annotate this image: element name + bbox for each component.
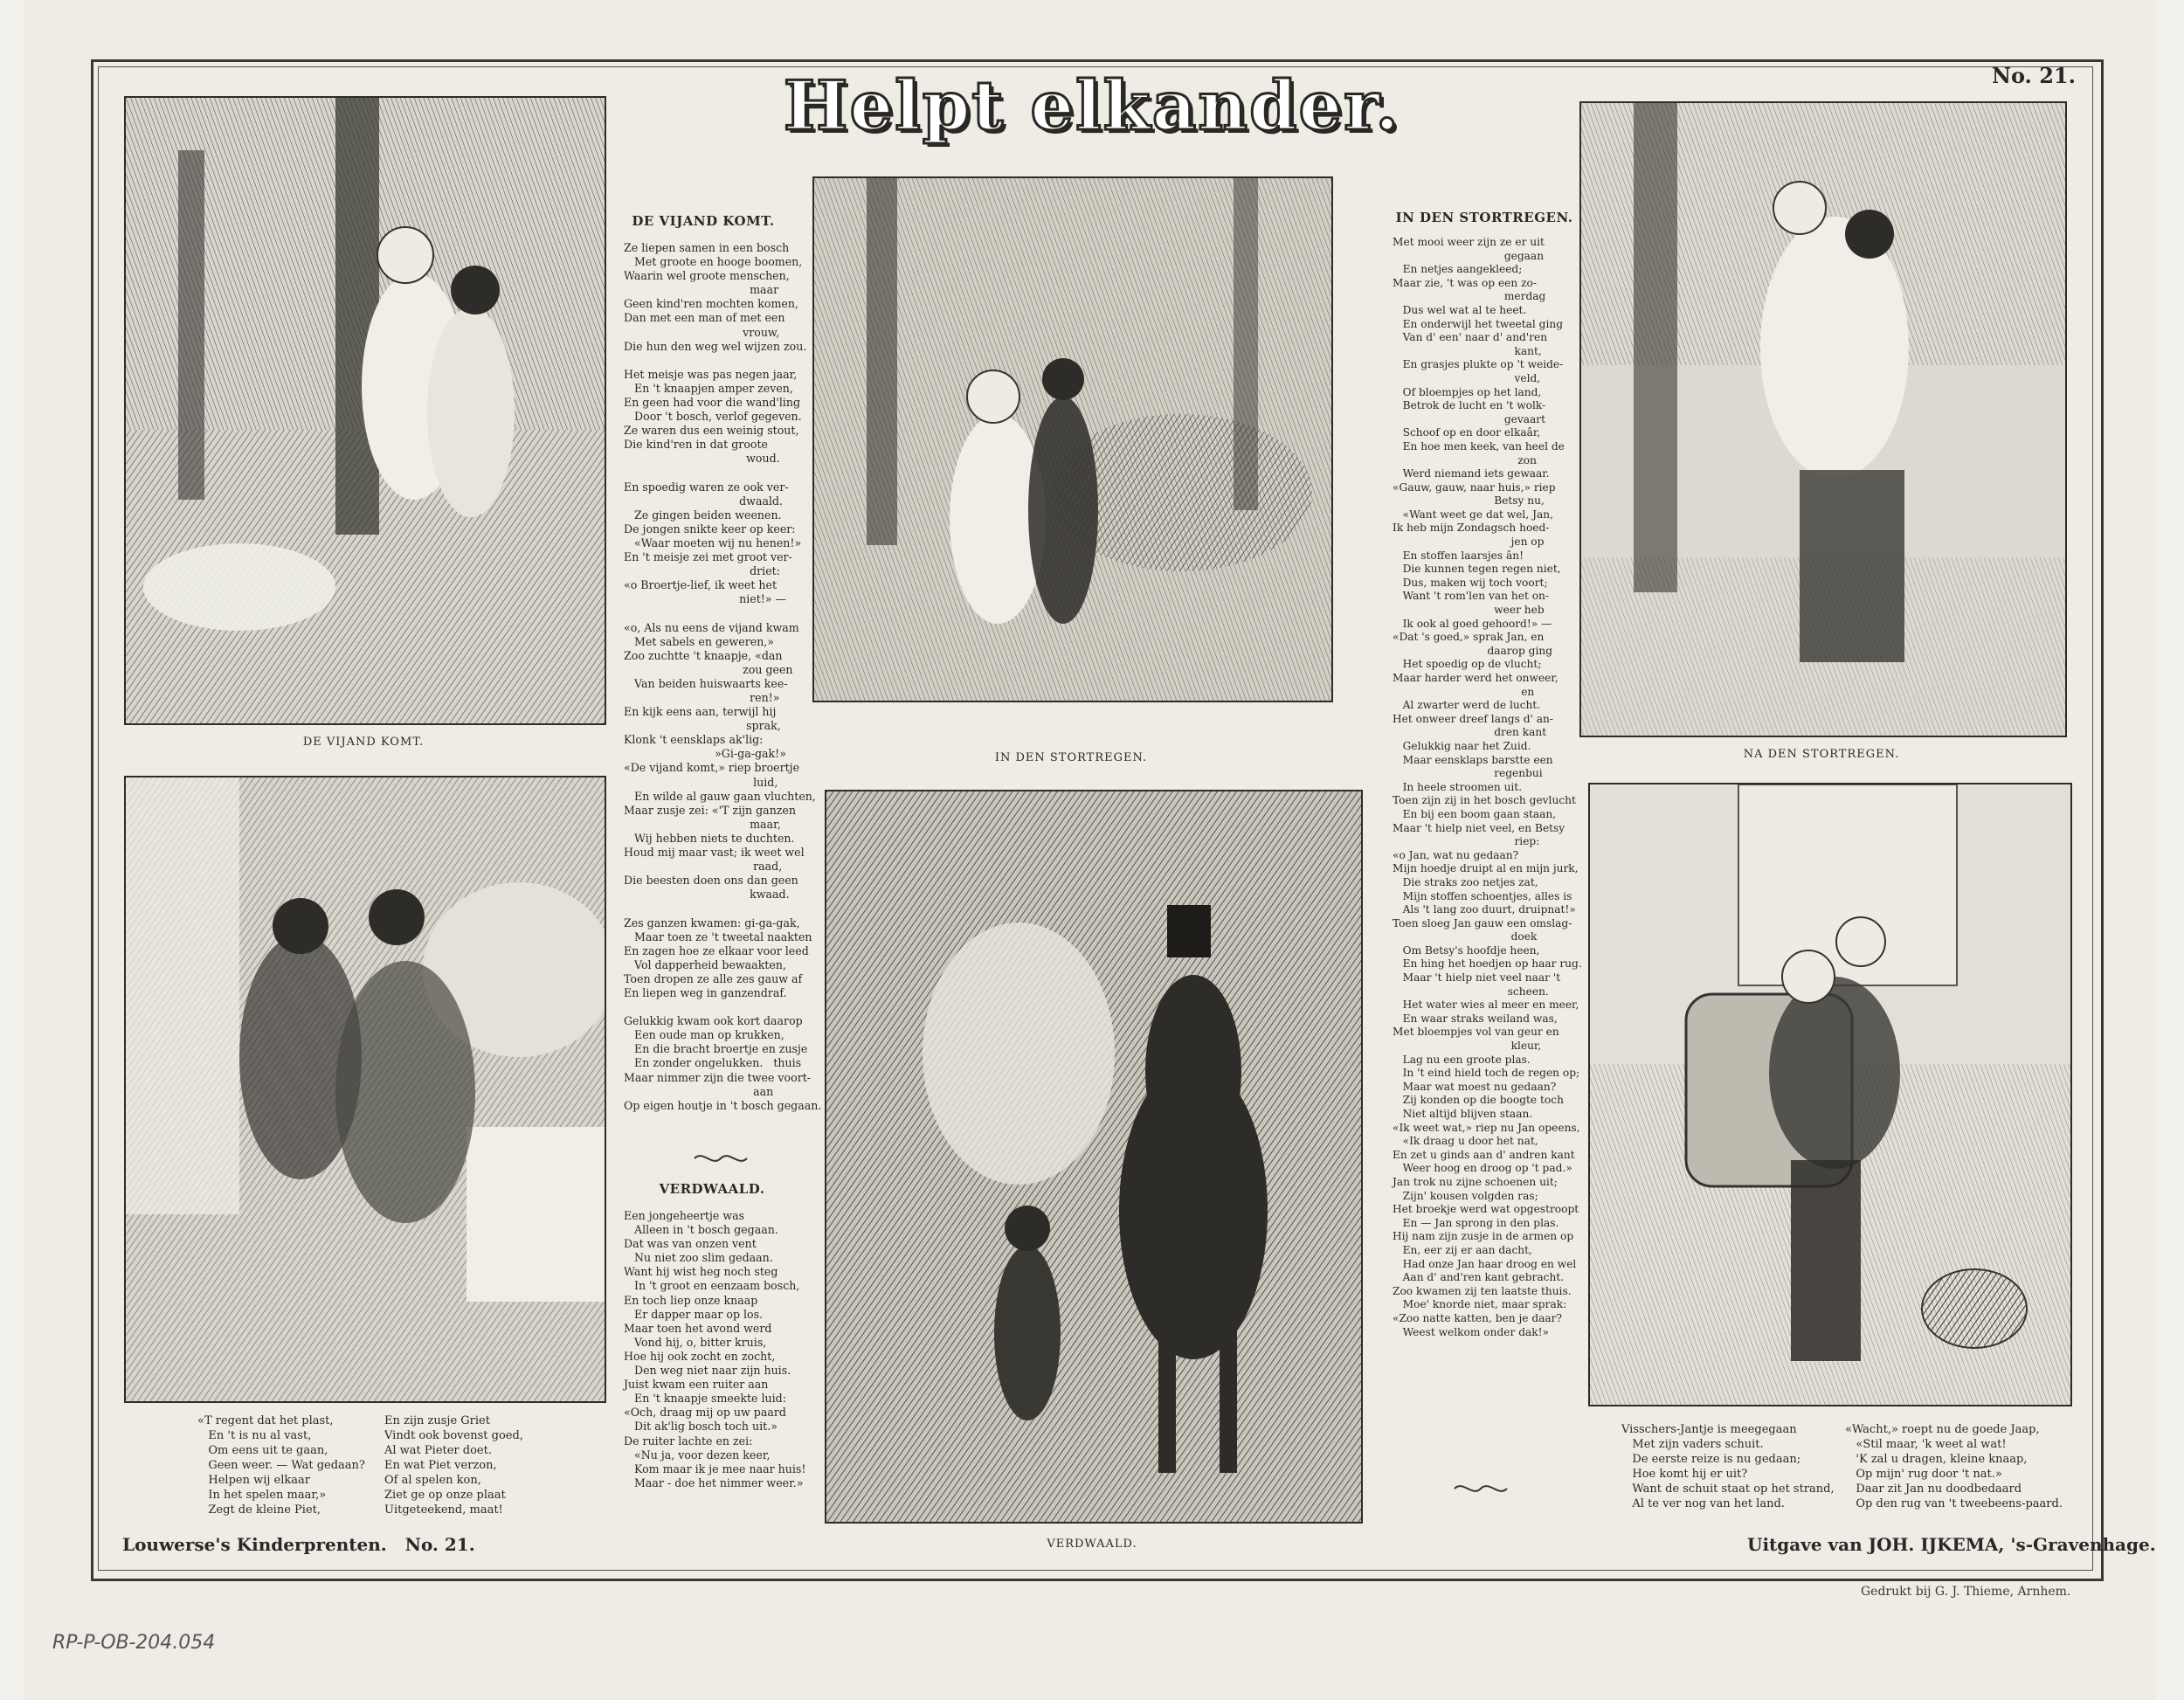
engraving-regent-kinderen: [124, 776, 606, 1403]
poem-heading-verdwaald: VERDWAALD.: [659, 1181, 765, 1197]
engraving-in-den-stortregen: [812, 176, 1333, 702]
caption-in-den-stortregen: IN DEN STORTREGEN.: [994, 751, 1148, 764]
poem-visschers-right: «Wacht,» roept nu de goede Jaap, «Stil maar, 'k weet al wat! 'K zal u dragen, kleine knaap, Op mijn' rug door 't nat.» Daar zit Jan nu doodbedaard Op den rug van 't tweebeens-paard.: [1845, 1423, 2063, 1510]
footer-series: Louwerse's Kinderprenten. No. 21.: [122, 1534, 475, 1555]
printer-credit: Gedrukt bij G. J. Thieme, Arnhem.: [1861, 1585, 2071, 1599]
ornament-divider: [690, 1150, 751, 1167]
plate-number: No. 21.: [1992, 63, 2076, 88]
caption-vijand-komt: DE VIJAND KOMT.: [302, 736, 425, 749]
poem-regent-left: «T regent dat het plast, En 't is nu al vast, Om eens uit te gaan, Geen weer. — Wat gedaan? Helpen wij elkaar In het spelen maar,» Zegt de kleine Piet,: [197, 1414, 365, 1517]
caption-verdwaald: VERDWAALD.: [1047, 1538, 1137, 1551]
engraving-visschers-jantje: [1588, 783, 2072, 1406]
caption-na-den-stortregen: NA DEN STORTREGEN.: [1743, 748, 1900, 761]
engraving-na-den-stortregen: [1579, 101, 2067, 737]
ornament-divider: [1450, 1480, 1511, 1497]
engraving-vijand-komt: [124, 96, 606, 725]
poem-vijand-komt: Ze liepen samen in een bosch Met groote en hooge boomen, Waarin wel groote menschen, maar Geen kind'ren mochten komen, Dan met een man of met een vrouw, Die hun den weg wel wijzen zou. Het meisje was pas negen jaar, En 't knaapjen amper zeven, En geen had voor die wand'ling Door 't bosch, verlof gegeven. Ze waren dus een weinig stout, Die kind'ren in dat groote woud. En spoedig waren ze ook ver- dwaald. Ze gingen beiden weenen. De jongen snikte keer op keer: «Waar moeten wij nu henen!» En 't meisje zei met groot ver- driet: «o Broertje-lief, ik weet het niet!» — «o, Als nu eens de vijand kwam Met sabels en geweren,» Zoo zuchtte 't knaapje, «dan zou geen Van beiden huiswaarts kee- ren!» En kijk eens aan, terwijl hij sprak, Klonk 't eensklaps ak'lig: »Gi-ga-gak!» «De vijand komt,» riep broertje luid, En wilde al gauw gaan vluchten, Maar zusje zei: «'T zijn ganzen maar, Wij hebben niets te duchten. Houd mij maar vast; ik weet wel raad, Die beesten doen ons dan geen kwaad. Zes ganzen kwamen: gi-ga-gak, Maar toen ze 't tweetal naakten En zagen hoe ze elkaar voor leed Vol dapperheid bewaakten, Toen dropen ze alle zes gauw af En liepen weg in ganzendraf. Gelukkig kwam ook kort daarop Een oude man op krukken, En die bracht broertje en zusje En zonder ongelukken. thuis Maar nimmer zijn die twee voort- aan Op eigen houtje in 't bosch gegaan.: [624, 241, 822, 1112]
poem-regent-right: En zijn zusje Griet Vindt ook bovenst goed, Al wat Pieter doet. En wat Piet verzon, Of al spelen kon, Ziet ge op onze plaat Uitgeteekend, maat!: [384, 1414, 523, 1517]
inventory-mark: RP-P-OB-204.054: [52, 1632, 216, 1654]
page-title: Helpt elkander.: [783, 66, 1401, 146]
poem-heading-in-den-stortregen: IN DEN STORTREGEN.: [1395, 210, 1573, 225]
footer-publisher: Uitgave van JOH. IJKEMA, 's-Gravenhage.: [1747, 1534, 2156, 1555]
poem-in-den-stortregen: Met mooi weer zijn ze er uit gegaan En netjes aangekleed; Maar zie, 't was op een zo- merdag Dus wel wat al te heet. En onderwijl het tweetal ging Van d' een' naar d' and'ren kant, En grasjes plukte op 't weide- veld, Of bloempjes op het land, Betrok de lucht en 't wolk- gevaart Schoof op en door elkaâr, En hoe men keek, van heel de zon Werd niemand iets gewaar. «Gauw, gauw, naar huis,» riep Betsy nu, «Want weet ge dat wel, Jan, Ik heb mijn Zondagsch hoed- jen op En stoffen laarsjes ân! Die kunnen tegen regen niet, Dus, maken wij toch voort; Want 't rom'len van het on- weer heb Ik ook al goed gehoord!» — «Dat 's goed,» sprak Jan, en daarop ging Het spoedig op de vlucht; Maar harder werd het onweer, en Al zwarter werd de lucht. Het onweer dreef langs d' an- dren kant Gelukkig naar het Zuid. Maar eensklaps barstte een regenbui In heele stroomen uit. Toen zijn zij in het bosch gevlucht En bij een boom gaan staan, Maar 't hielp niet veel, en Betsy riep: «o Jan, wat nu gedaan? Mijn hoedje druipt al en mijn jurk, Die straks zoo netjes zat, Mijn stoffen schoentjes, alles is Als 't lang zoo duurt, druipnat!» Toen sloeg Jan gauw een omslag- doek Om Betsy's hoofdje heen, En hing het hoedjen op haar rug. Maar 't hielp niet veel naar 't scheen. Het water wies al meer en meer, En waar straks weiland was, Met bloempjes vol van geur en kleur, Lag nu een groote plas. In 't eind hield toch de regen op; Maar wat moest nu gedaan? Zij konden op die boogte toch Niet altijd blijven staan. «Ik weet wat,» riep nu Jan opeens, «Ik draag u door het nat, En zet u ginds aan d' andren kant Weer hoog en droog op 't pad.» Jan trok nu zijne schoenen uit; Zijn' kousen volgden ras; Het broekje werd wat opgestroopt En — Jan sprong in den plas. Hij nam zijn zusje in de armen op En, eer zij er aan dacht, Had onze Jan haar droog en wel Aan d' and'ren kant gebracht. Zoo kwamen zij ten laatste thuis. Moe' knorde niet, maar sprak: «Zoo natte katten, ben je daar? Weest welkom onder dak!»: [1393, 236, 1582, 1338]
poem-heading-vijand-komt: DE VIJAND KOMT.: [632, 213, 775, 229]
poem-verdwaald: Een jongeheertje was Alleen in 't bosch gegaan. Dat was van onzen vent Nu niet zoo slim gedaan. Want hij wist heg noch steg In 't groot en eenzaam bosch, En toch liep onze knaap Er dapper maar op los. Maar toen het avond werd Vond hij, o, bitter kruis, Hoe hij ook zocht en zocht, Den weg niet naar zijn huis. Juist kwam een ruiter aan En 't knaapje smeekte luid: «Och, draag mij op uw paard Dit ak'lig bosch toch uit.» De ruiter lachte en zei: «Nu ja, voor dezen keer, Kom maar ik je mee naar huis! Maar - doe het nimmer weer.»: [624, 1209, 806, 1489]
poem-visschers-left: Visschers-Jantje is meegegaan Met zijn vaders schuit. De eerste reize is nu gedaan; Hoe komt hij er uit? Want de schuit staat op het strand, Al te ver nog van het land.: [1621, 1423, 1835, 1510]
engraving-verdwaald: [825, 790, 1363, 1524]
